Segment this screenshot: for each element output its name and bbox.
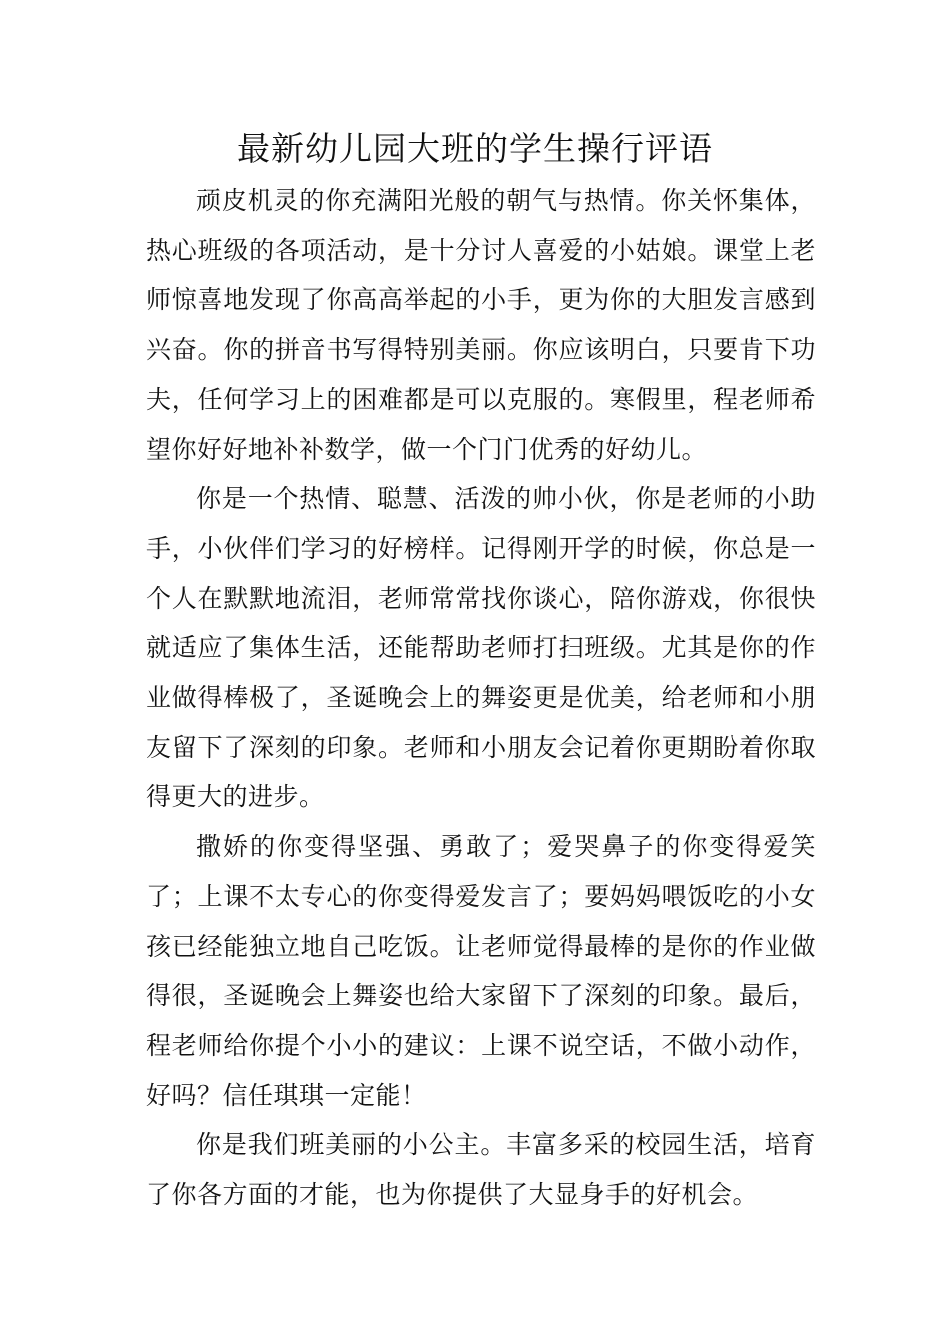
paragraph-3: 撒娇的你变得坚强、勇敢了；爱哭鼻子的你变得爱笑了；上课不太专心的你变得爱发言了；要妈妈喂饭吃的小女孩已经能独立地自己吃饭。让老师觉得最棒的是你的作业做得很，圣诞晚会上舞姿也给大家留下了深刻的印象。最后，程老师给你提个小小的建议：上课不说空话，不做小动作，好吗？信任琪琪一定能！ xyxy=(146,832,816,1110)
document-title: 最新幼儿园大班的学生操行评语 xyxy=(237,129,713,168)
paragraph-1: 顽皮机灵的你充满阳光般的朝气与热情。你关怀集体，热心班级的各项活动，是十分讨人喜爱的小姑娘。课堂上老师惊喜地发现了你高高举起的小手，更为你的大胆发言感到兴奋。你的拼音书写得特别美丽。你应该明白，只要肯下功夫，任何学习上的困难都是可以克服的。寒假里，程老师希望你好好地补补数学，做一个门门优秀的好幼儿。 xyxy=(146,186,816,464)
paragraph-2: 你是一个热情、聪慧、活泼的帅小伙，你是老师的小助手，小伙伴们学习的好榜样。记得刚开学的时候，你总是一个人在默默地流泪，老师常常找你谈心，陪你游戏，你很快就适应了集体生活，还能帮助老师打扫班级。尤其是你的作业做得棒极了，圣诞晚会上的舞姿更是优美，给老师和小朋友留下了深刻的印象。老师和小朋友会记着你更期盼着你取得更大的进步。 xyxy=(146,484,816,812)
paragraph-4: 你是我们班美丽的小公主。丰富多采的校园生活，培育了你各方面的才能，也为你提供了大显身手的好机会。 xyxy=(146,1130,816,1210)
document-body xyxy=(146,176,816,1220)
